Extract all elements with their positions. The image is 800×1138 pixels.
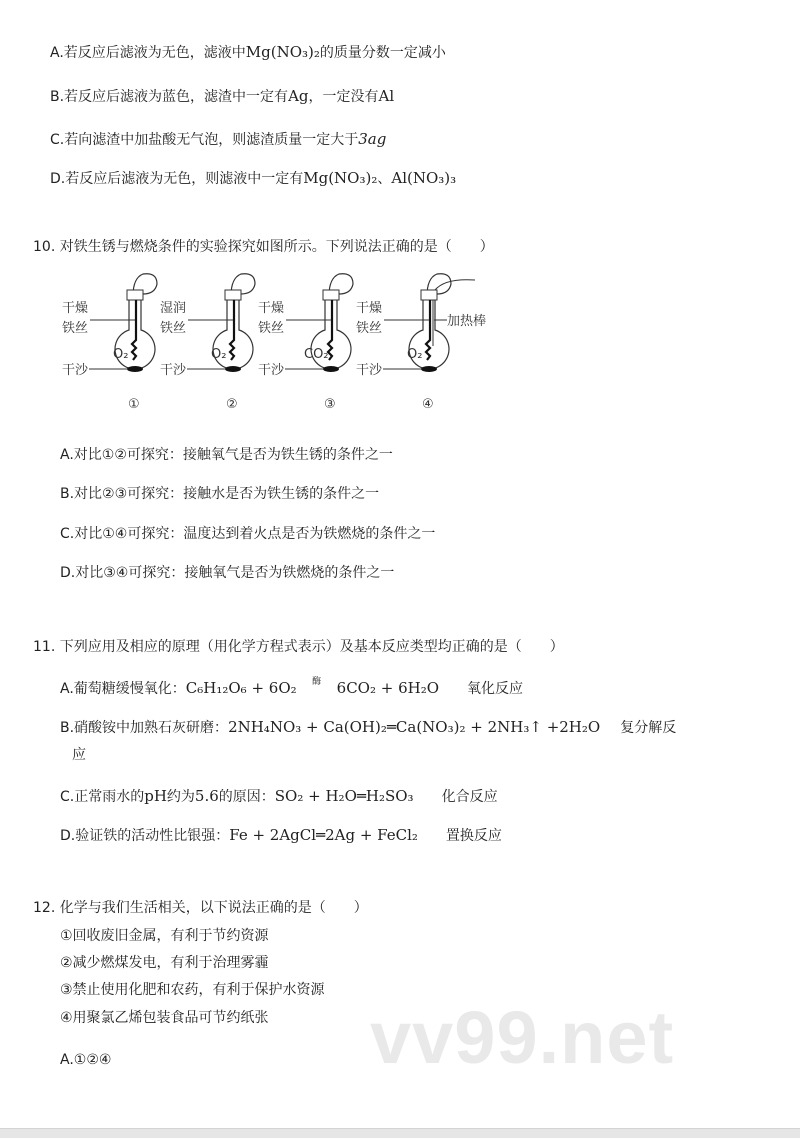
q11-option-b	[60, 717, 676, 738]
wire-label: 干燥	[258, 301, 285, 316]
value: 5.6	[194, 787, 219, 805]
sand-label: 干沙	[62, 363, 89, 378]
q11-option-c	[60, 786, 498, 807]
reaction-type: 置换反应	[445, 828, 502, 844]
sand	[421, 366, 437, 372]
q12-item: ③禁止使用化肥和农药，有利于保护水资源	[60, 982, 325, 998]
bottom-scroll-bar	[0, 1128, 800, 1138]
q9-option-d	[50, 168, 456, 189]
option-text: 约为	[166, 789, 195, 805]
wire-label: 湿润	[160, 301, 187, 316]
reaction-type: 复分解反	[620, 720, 677, 736]
option-text: C.正常雨水的	[60, 789, 145, 805]
option-text: 、	[377, 171, 392, 187]
figure-number: ②	[226, 397, 238, 412]
reaction-type: 氧化反应	[467, 681, 524, 697]
option-text: A.葡萄糖缓慢氧化：	[60, 681, 186, 697]
wire-label: 铁丝	[160, 321, 187, 336]
formula: Al	[378, 87, 395, 105]
reaction-type: 化合反应	[441, 789, 498, 805]
stopper	[323, 290, 339, 300]
sand-label: 干沙	[356, 363, 383, 378]
flask-2	[160, 274, 255, 412]
stopper	[421, 290, 437, 300]
q12-item: ①回收废旧金属，有利于节约资源	[60, 928, 269, 944]
option-text: 的原因：	[218, 789, 275, 805]
iron-wire	[132, 300, 136, 360]
formula: Mg(NO₃)₂	[303, 169, 378, 187]
q10-option-d: D.对比③④可探究：接触氧气是否为铁燃烧的条件之一	[60, 565, 395, 581]
formula: 6CO₂ + 6H₂O	[336, 679, 440, 697]
q12-item: ②减少燃煤发电，有利于治理雾霾	[60, 955, 269, 971]
q11-option-b-cont: 应	[72, 747, 86, 763]
formula: 2NH₄NO₃ + Ca(OH)₂═Ca(NO₃)₂ + 2NH₃↑ +2H₂O	[228, 718, 601, 736]
q10-option-b: B.对比②③可探究：接触水是否为铁生锈的条件之一	[60, 486, 380, 502]
formula: 3ag	[358, 130, 387, 148]
watermark: vv99.net	[370, 996, 675, 1079]
q9-option-b	[50, 86, 394, 107]
flask-4	[356, 274, 486, 412]
formula: Fe + 2AgCl═2Ag + FeCl₂	[229, 826, 418, 844]
gas-label: O₂	[113, 347, 129, 362]
q9-option-a	[50, 42, 446, 63]
formula: C₆H₁₂O₆ + 6O₂	[185, 679, 297, 697]
option-text: D.若反应后滤液为无色，则滤液中一定有	[50, 171, 304, 187]
flask-3	[258, 274, 353, 412]
q12-option-a: A.①②④	[60, 1052, 112, 1068]
wire-label: 干燥	[62, 301, 89, 316]
q12-stem: 12. 化学与我们生活相关，以下说法正确的是（ ）	[33, 900, 368, 916]
sand-label: 干沙	[160, 363, 187, 378]
q10-option-a: A.对比①②可探究：接触氧气是否为铁生锈的条件之一	[60, 447, 393, 463]
stopper	[127, 290, 143, 300]
q11-option-a	[60, 678, 523, 701]
wire-label: 铁丝	[356, 321, 383, 336]
option-text: B.若反应后滤液为蓝色，滤渣中一定有	[50, 89, 289, 105]
sand	[323, 366, 339, 372]
heater-label: 加热棒	[447, 314, 487, 329]
stopper	[225, 290, 241, 300]
formula: Ag	[288, 87, 309, 105]
figure-number: ④	[422, 397, 434, 412]
gas-label: O₂	[407, 347, 423, 362]
formula: Al(NO₃)₃	[391, 169, 457, 187]
option-text: C.若向滤渣中加盐酸无气泡，则滤渣质量一定大于	[50, 132, 359, 148]
reaction-condition: 酶	[312, 677, 322, 687]
option-text: D.验证铁的活动性比银强：	[60, 828, 230, 844]
wire-label: 铁丝	[62, 321, 89, 336]
formula: pH	[144, 787, 167, 805]
iron-wire	[426, 300, 430, 360]
q11-option-d	[60, 825, 502, 846]
experiment-figure	[60, 268, 487, 418]
sand	[127, 366, 143, 372]
option-text: ，一定没有	[308, 89, 379, 105]
q11-stem: 11. 下列应用及相应的原理（用化学方程式表示）及基本反应类型均正确的是（ ）	[33, 639, 564, 655]
q9-option-c	[50, 129, 386, 150]
gas-label: CO₂	[304, 347, 329, 362]
wire-label: 铁丝	[258, 321, 285, 336]
q12-item: ④用聚氯乙烯包装食品可节约纸张	[60, 1010, 269, 1026]
formula: Mg(NO₃)₂	[245, 43, 320, 61]
sand-label: 干沙	[258, 363, 285, 378]
option-text: A.若反应后滤液为无色，滤液中	[50, 45, 246, 61]
q10-stem: 10. 对铁生锈与燃烧条件的实验探究如图所示。下列说法正确的是（ ）	[33, 239, 494, 255]
wire-label: 干燥	[356, 301, 383, 316]
option-text: 的质量分数一定减小	[319, 45, 446, 61]
figure-number: ①	[128, 397, 140, 412]
flask-1	[62, 274, 157, 412]
q10-option-c: C.对比①④可探究：温度达到着火点是否为铁燃烧的条件之一	[60, 526, 436, 542]
sand	[225, 366, 241, 372]
iron-wire	[328, 300, 332, 360]
gas-label: O₂	[211, 347, 227, 362]
figure-number: ③	[324, 397, 336, 412]
formula: SO₂ + H₂O═H₂SO₃	[274, 787, 414, 805]
option-text: B.硝酸铵中加熟石灰研磨：	[60, 720, 229, 736]
iron-wire	[230, 300, 234, 360]
